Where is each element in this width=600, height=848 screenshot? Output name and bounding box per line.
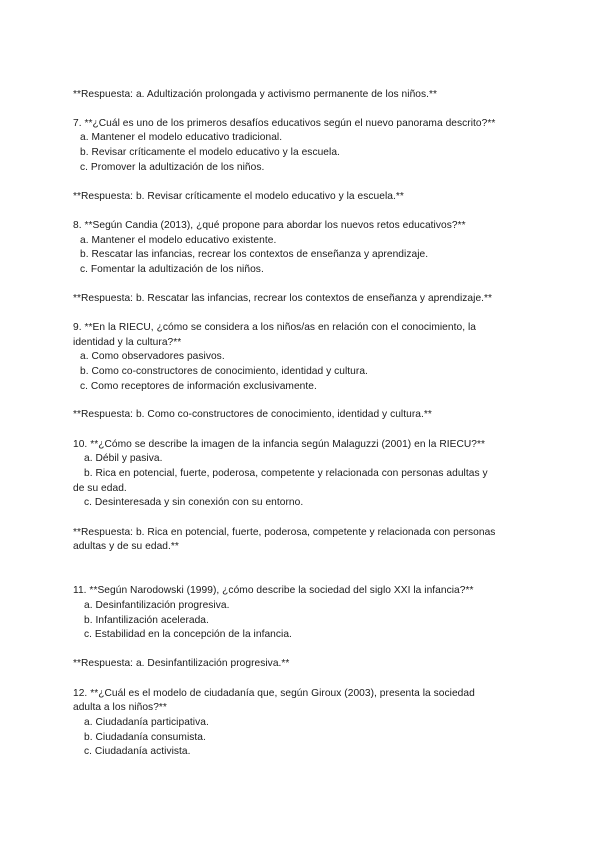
question-7-option-a: a. Mantener el modelo educativo tradicional. [80, 132, 283, 143]
question-9-option-b: b. Como co-constructores de conocimiento, identidad y cultura. [80, 366, 368, 377]
question-10-option-a: a. Débil y pasiva. [84, 453, 163, 464]
question-10-option-c: c. Desinteresada y sin conexión con su entorno. [84, 497, 304, 508]
question-11-option-a: a. Desinfantilización progresiva. [84, 600, 230, 611]
question-8-option-c: c. Fomentar la adultización de los niños. [80, 264, 264, 275]
question-7: 7. **¿Cuál es uno de los primeros desafíos educativos según el nuevo panorama descrito?** [73, 118, 496, 129]
answer-8: **Respuesta: b. Rescatar las infancias, recrear los contextos de enseñanza y aprendizaje.** [73, 293, 493, 304]
answer-9: **Respuesta: b. Como co-constructores de conocimiento, identidad y cultura.** [73, 409, 432, 420]
question-8-option-a: a. Mantener el modelo educativo existente. [80, 235, 277, 246]
question-12: 12. **¿Cuál es el modelo de ciudadanía que, según Giroux (2003), presenta la sociedad [73, 688, 475, 699]
question-7-option-b: b. Revisar críticamente el modelo educativo y la escuela. [80, 147, 340, 158]
question-11-option-b: b. Infantilización acelerada. [84, 615, 209, 626]
answer-6: **Respuesta: a. Adultización prolongada y activismo permanente de los niños.** [73, 89, 438, 100]
question-11-option-c: c. Estabilidad en la concepción de la infancia. [84, 629, 292, 640]
question-12-option-a: a. Ciudadanía participativa. [84, 717, 209, 728]
question-12-option-b: b. Ciudadanía consumista. [84, 732, 206, 743]
question-8: 8. **Según Candia (2013), ¿qué propone para abordar los nuevos retos educativos?** [73, 220, 466, 231]
question-12-continued: adulta a los niños?** [73, 702, 167, 713]
question-8-option-b: b. Rescatar las infancias, recrear los contextos de enseñanza y aprendizaje. [80, 249, 429, 260]
answer-7: **Respuesta: b. Revisar críticamente el modelo educativo y la escuela.** [73, 191, 404, 202]
question-10-option-b-continued: de su edad. [73, 483, 127, 494]
question-9-option-a: a. Como observadores pasivos. [80, 351, 225, 362]
question-7-option-c: c. Promover la adultización de los niños. [80, 162, 265, 173]
question-9-continued: identidad y la cultura?** [73, 337, 182, 348]
answer-11: **Respuesta: a. Desinfantilización progresiva.** [73, 658, 290, 669]
question-9-option-c: c. Como receptores de información exclusivamente. [80, 381, 317, 392]
question-10: 10. **¿Cómo se describe la imagen de la infancia según Malaguzzi (2001) en la RIECU?** [73, 439, 486, 450]
question-10-option-b: b. Rica en potencial, fuerte, poderosa, competente y relacionada con personas adultas y [84, 468, 488, 479]
question-9: 9. **En la RIECU, ¿cómo se considera a los niños/as en relación con el conocimiento, la [73, 322, 476, 333]
question-12-option-c: c. Ciudadanía activista. [84, 746, 191, 757]
answer-10: **Respuesta: b. Rica en potencial, fuerte, poderosa, competente y relacionada con personas [73, 527, 496, 538]
answer-10-continued: adultas y de su edad.** [73, 541, 179, 552]
question-11: 11. **Según Narodowski (1999), ¿cómo describe la sociedad del siglo XXI la infancia?** [73, 585, 474, 596]
